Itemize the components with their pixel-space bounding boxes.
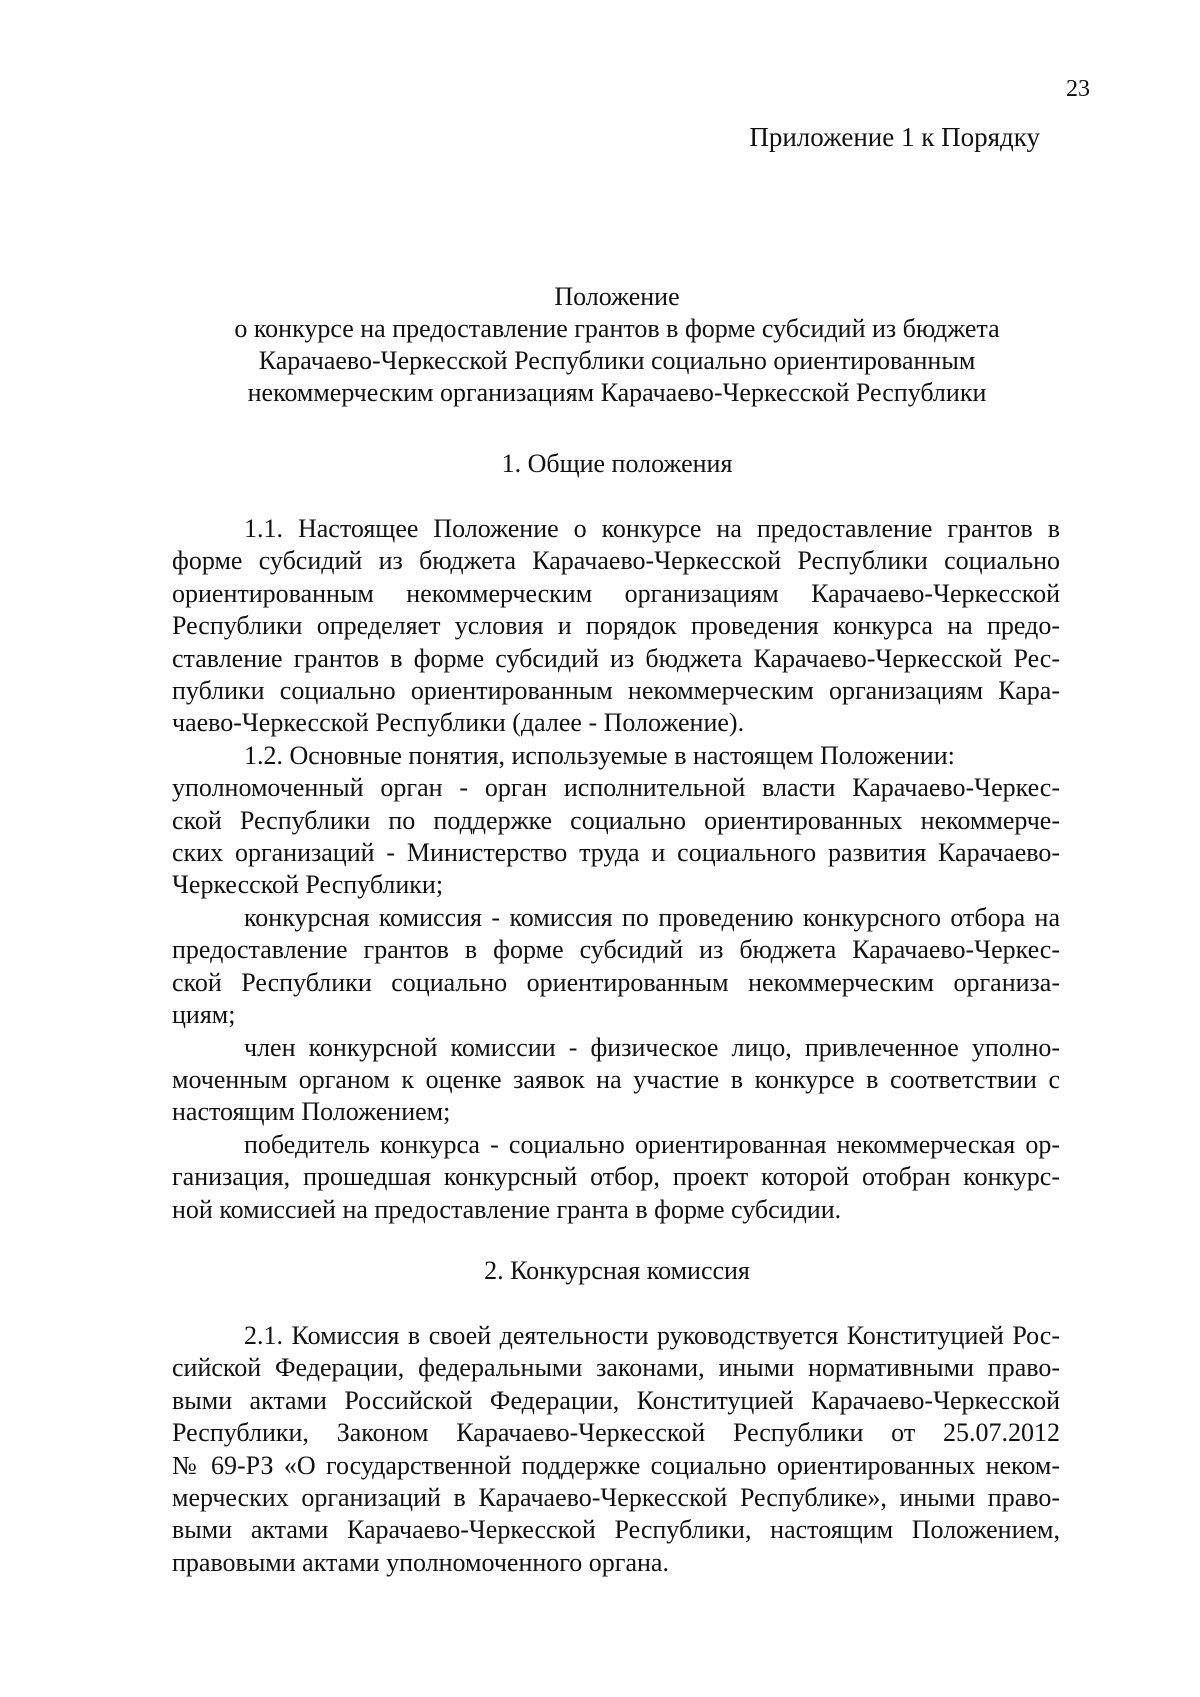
text-line: Черкесской Республики; <box>172 870 444 900</box>
text-line: победитель конкурса - социально ориентированная некоммерческая ор- <box>244 1129 1060 1159</box>
text-line: моченным органом к оценке заявок на участие в конкурсе в соответствии с <box>172 1064 1060 1094</box>
text-line: предоставление грантов в форме субсидий из бюджета Карачаево-Черкес- <box>172 935 1060 965</box>
text-line: № 69-РЗ «О государственной поддержке социально ориентированных неком- <box>172 1450 1060 1480</box>
text-line: 1.2. Основные понятия, используемые в настоящем Положении: <box>244 740 955 770</box>
text-line: форме субсидий из бюджета Карачаево-Черкесской Республики социально <box>172 546 1060 576</box>
text-line: чаево-Черкесской Республики (далее - Положение). <box>172 708 745 738</box>
text-line: публики социально ориентированным некоммерческим организациям Кара- <box>172 676 1060 706</box>
section-body-general <box>172 513 1060 1226</box>
title-main: Положение <box>554 282 680 311</box>
section-heading-commission: 2. Конкурсная комиссия <box>484 1256 750 1285</box>
text-line: ских организаций - Министерство труда и социального развития Карачаево- <box>172 838 1060 868</box>
text-line: 1.1. Настоящее Положение о конкурсе на предоставление грантов в <box>244 514 1060 543</box>
text-line: уполномоченный орган - орган исполнительной власти Карачаево-Черкес- <box>172 773 1060 803</box>
text-line: ставление грантов в форме субсидий из бюджета Карачаево-Черкесской Рес- <box>172 643 1060 673</box>
text-line: ской Республики по поддержке социально ориентированных некоммерче- <box>172 805 1060 835</box>
text-line: ганизация, прошедшая конкурсный отбор, проект которой отобран конкурс- <box>172 1162 1060 1192</box>
text-line: выми актами Российской Федерации, Конституцией Карачаево-Черкесской <box>172 1385 1060 1415</box>
section-body-commission <box>172 1320 1060 1579</box>
text-line: мерческих организаций в Карачаево-Черкесской Республике», иными право- <box>172 1483 1060 1513</box>
text-line: ной комиссией на предоставление гранта в форме субсидии. <box>172 1194 842 1224</box>
text-line: сийской Федерации, федеральными законами, иными нормативными право- <box>172 1353 1060 1383</box>
text-line: настоящим Положением; <box>172 1097 451 1127</box>
text-line: циям; <box>172 1000 236 1030</box>
text-line: конкурсная комиссия - комиссия по проведению конкурсного отбора на <box>244 902 1060 932</box>
page-number: 23 <box>1066 76 1090 102</box>
title-line: о конкурсе на предоставление грантов в форме субсидий из бюджета <box>234 314 1000 343</box>
appendix-label: Приложение 1 к Порядку <box>749 122 1040 152</box>
text-line: 2.1. Комиссия в своей деятельности руководствуется Конституцией Рос- <box>244 1321 1060 1350</box>
title-line: Карачаево-Черкесской Республики социально ориентированным <box>258 346 976 375</box>
text-line: ориентированным некоммерческим организациям Карачаево-Черкесской <box>172 578 1060 608</box>
document-title <box>172 281 1062 409</box>
text-line: выми актами Карачаево-Черкесской Республики, настоящим Положением, <box>172 1515 1060 1545</box>
text-line: правовыми актами уполномоченного органа. <box>172 1547 669 1577</box>
text-line: Республики, Законом Карачаево-Черкесской Республики от 25.07.2012 <box>172 1418 1060 1448</box>
title-line: некоммерческим организациям Карачаево-Черкесской Республики <box>247 378 987 407</box>
text-line: ской Республики социально ориентированным некоммерческим организа- <box>172 967 1060 997</box>
text-line: член конкурсной комиссии - физическое лицо, привлеченное уполно- <box>244 1032 1060 1062</box>
section-heading-general: 1. Общие положения <box>501 449 733 478</box>
text-line: Республики определяет условия и порядок проведения конкурса на предо- <box>172 611 1060 641</box>
